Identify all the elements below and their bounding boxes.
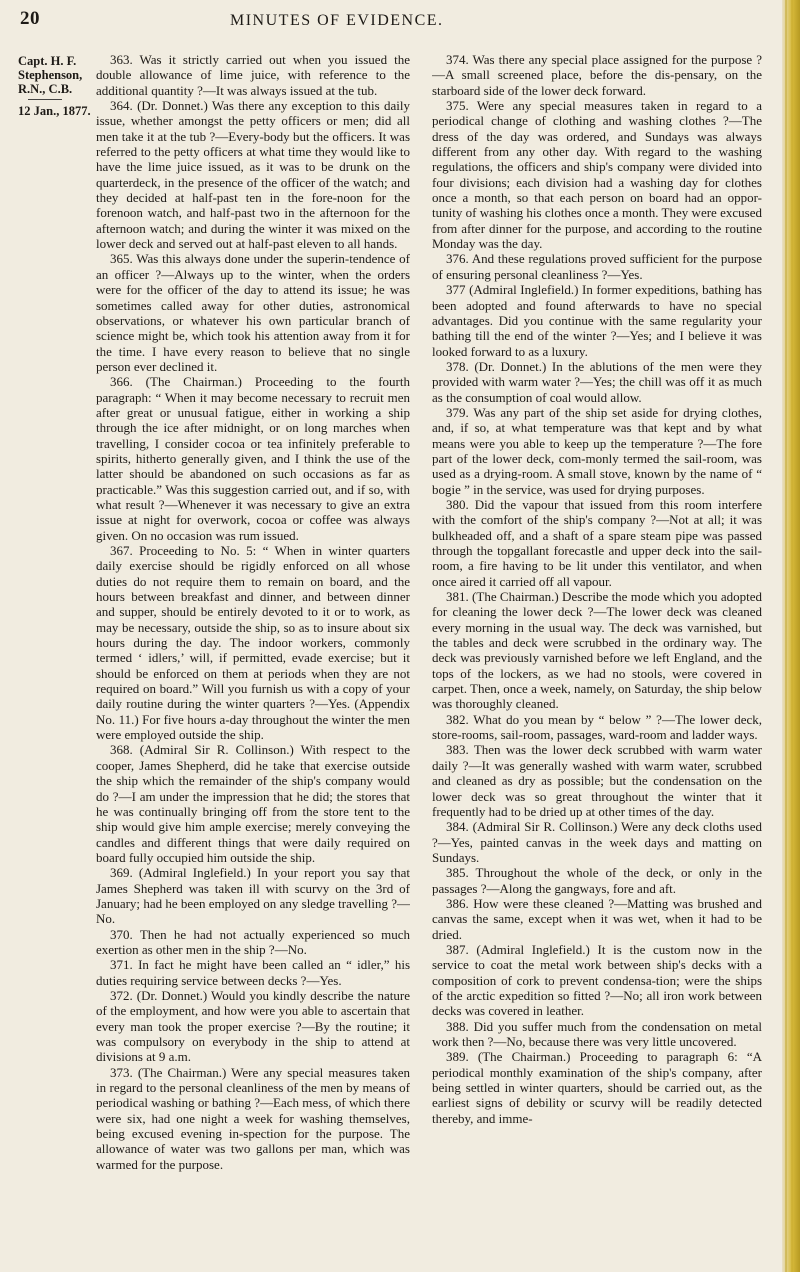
- paragraph-378: 378. (Dr. Donnet.) In the ablutions of the men were they provided with warm water ?—Yes; the chill was off it as much as the consumption of coal would allow.: [432, 358, 762, 405]
- margin-rule: [28, 99, 62, 100]
- paragraph-383: 383. Then was the lower deck scrubbed with warm water daily ?—It was generally washed with warm water, scrubbed and cleaned as dry as possible; but the condensation on the lower deck was so great throughout the winter that it frequently had to be dried up at other times of the day.: [432, 742, 762, 819]
- paragraph-376: 376. And these regulations proved sufficient for the purpose of ensuring personal cleanliness ?—Yes.: [432, 251, 762, 282]
- paragraph-379: 379. Was any part of the ship set aside for drying clothes, and, if so, at what temperature was that kept and by what means were you able to keep up the temperature ?—The fore part of the lower deck, com-monly termed the sail-room, was used as a drying-room. A small stove, known by the name of “ bogie ” in the service, was used for drying purposes.: [432, 404, 762, 497]
- paragraph-389: 389. (The Chairman.) Proceeding to paragraph 6: “A periodical monthly examination of the ship's company, after being settled in winter quarters, should be carried out, as the earliest signs of debility or scurvy will be readily detected thereby, and imme-: [432, 1049, 762, 1126]
- paragraph-367: 367. Proceeding to No. 5: “ When in winter quarters daily exercise should be rigidly enforced on all whose duties do not require them to remain on board, and the hours between breakfast and dinner, and between dinner and supper, should be entirely devoted to it or to work, as may be necessary, outside the ship, so as to insure about six hours during the day. The indoor workers, commonly termed ‘ idlers,’ will, if permitted, evade exercise; but it should be enforced on them at periods when they are not required on board.” Will you furnish us with a copy of your daily routine during the winter quarters ?—Yes. (Appendix No. 11.) For five hours a-day throughout the winter the men were employed outside the ship.: [96, 543, 410, 743]
- paragraph-373: 373. (The Chairman.) Were any special measures taken in regard to the personal cleanliness of the men by means of periodical washing or bathing ?—Each mess, of which there were six, had one night a week for washing themselves, being excused evening in-spection for the purpose. The allowance of water was two gallons per man, which was warmed for the purpose.: [96, 1064, 410, 1172]
- running-title: MINUTES OF EVIDENCE.: [230, 12, 444, 29]
- paragraph-386: 386. How were these cleaned ?—Matting was brushed and canvas the same, except when it was wet, when it had to be dried.: [432, 895, 762, 942]
- paragraph-369: 369. (Admiral Inglefield.) In your report you say that James Shepherd was taken ill with scurvy on the 3rd of January; had he been employed on any sledge travelling ?—No.: [96, 865, 410, 927]
- evidence-date: 12 Jan., 1877.: [18, 104, 91, 118]
- paragraph-388: 388. Did you suffer much from the condensation on metal work then ?—No, because there was very little uncovered.: [432, 1018, 762, 1049]
- paragraph-384: 384. (Admiral Sir R. Collinson.) Were any deck cloths used ?—Yes, painted canvas in the week days and matting on Sundays.: [432, 819, 762, 865]
- witness-honours: R.N., C.B.: [18, 82, 73, 96]
- paragraph-364: 364. (Dr. Donnet.) Was there any exception to this daily issue, whether amongst the petty officers or men; did all men take it at the tub ?—Every-body but the officers. It was referred to the petty officers at what time they would like to have the lime juice issued, as it was to be drunk on the quarterdeck, in the presence of the officer of the watch; and they decided at half-past ten in the fore-noon for the forenoon watch, and half-past two in the afternoon for the afternoon watch; and during the winter it was mixed on the lower deck and served out at half-past eleven to all hands.: [96, 98, 410, 252]
- left-text-column: [96, 52, 410, 1258]
- paragraph-363: 363. Was it strictly carried out when you issued the double allowance of lime juice, with reference to the additional quantity ?—It was always issued at the tub.: [96, 52, 410, 98]
- paragraph-377: 377 (Admiral Inglefield.) In former expeditions, bathing has been adopted and found afterwards to have no special advantages. Did you continue with the same regularity your bathing till the end of the winter ?—Yes; and I believe it was looked forward to as a luxury.: [432, 282, 762, 359]
- paragraph-380: 380. Did the vapour that issued from this room interfere with the comfort of the ship's company ?—Not at all; it was bulkheaded off, and a shaft of a spare steam pipe was passed through the topgallant forecastle and upper deck into the sail-room, a fire having to be lit under this ventilator, and when once aired it carried off all vapour.: [432, 496, 762, 589]
- edge-stripe: [791, 0, 793, 1272]
- paragraph-385: 385. Throughout the whole of the deck, or only in the passages ?—Along the gangways, fore and aft.: [432, 865, 762, 896]
- page-edge-binding: [782, 0, 800, 1272]
- paragraph-382: 382. What do you mean by “ below ” ?—The lower deck, store-rooms, sail-room, passages, ward-room and ladder ways.: [432, 711, 762, 743]
- witness-margin-note: [18, 54, 90, 118]
- witness-surname: Stephenson,: [18, 68, 83, 82]
- paragraph-368: 368. (Admiral Sir R. Collinson.) With respect to the cooper, James Shepherd, did he take that exercise outside the ship which the remainder of the ship's company would do ?—I am under the impression that he did; the stores that he was continually bringing off from the store tent to the ship would give him ample exercise; merely conveying the candles and different things that were daily required on board fully occupied him outside the ship.: [96, 742, 410, 865]
- paragraph-365: 365. Was this always done under the superin-tendence of an officer ?—Always up to the winter, when the orders were for the officer of the day to attend its issue; he was sometimes called away for other duties, astronomical observations, or whatever his own particular branch of science might be, which took his attention away from it for the time. I have every reason to believe that no single person ever declined it.: [96, 251, 410, 374]
- paragraph-372: 372. (Dr. Donnet.) Would you kindly describe the nature of the employment, and how were you able to ascertain that every man took the proper exercise ?—By the routine; it was compulsory on everybody in the ship to attend at divisions at 9 a.m.: [96, 987, 410, 1065]
- right-text-column: [432, 52, 762, 1258]
- page-number: 20: [20, 8, 40, 29]
- witness-rank-name: Capt. H. F.: [18, 54, 77, 68]
- paragraph-387: 387. (Admiral Inglefield.) It is the custom now in the service to coat the metal work between ship's decks with a composition of cork to prevent condensa-tion; were the ships of the arctic expedition so fitted ?—No; all iron work between decks was covered in leather.: [432, 941, 762, 1019]
- paragraph-375: 375. Were any special measures taken in regard to a periodical change of clothing and washing clothes ?—The dress of the day was ordered, and Sundays was always different from any other day. With regard to the washing regulations, the officers and ship's company were divided into four divisions; each division had a washing day for clothes once a month, so that each person on board had an oppor-tunity of washing his clothes once a month. They were excused from after dinner for the purpose, and according to the routine Monday was the day.: [432, 98, 762, 252]
- paragraph-374: 374. Was there any special place assigned for the purpose ?—A small screened place, before the dis-pensary, on the starboard side of the lower deck forward.: [432, 52, 762, 98]
- paragraph-381: 381. (The Chairman.) Describe the mode which you adopted for cleaning the lower deck ?—The lower deck was cleaned every morning in the usual way. The deck was varnished, but the tables and deck were scrubbed in the ordinary way. The deck was previously varnished before we left England, and the tops of the lockers, as we had no stools, were covered in carpet. Then, once a week, namely, on Saturday, the ship below was thoroughly cleaned.: [432, 589, 762, 712]
- paragraph-366: 366. (The Chairman.) Proceeding to the fourth paragraph: “ When it may become necessary to recruit men after great or unusual fatigue, either in working a ship through the ice after midnight, or on long marches when travelling, I consider cocoa or tea infinitely preferable to spirits, hitherto generally given, and I think the use of the latter should be abandoned on such occasions as far as practicable.” Was this suggestion carried out, and if so, with what result ?—Whenever it was necessary to give an extra issue at night for overwork, cocoa or coffee was always given. On no occasion was rum issued.: [96, 374, 410, 543]
- paragraph-370: 370. Then he had not actually experienced so much exertion as other men in the ship ?—No.: [96, 926, 410, 957]
- paragraph-371: 371. In fact he might have been called an “ idler,” his duties requiring service between decks ?—Yes.: [96, 957, 410, 988]
- edge-stripe: [785, 0, 787, 1272]
